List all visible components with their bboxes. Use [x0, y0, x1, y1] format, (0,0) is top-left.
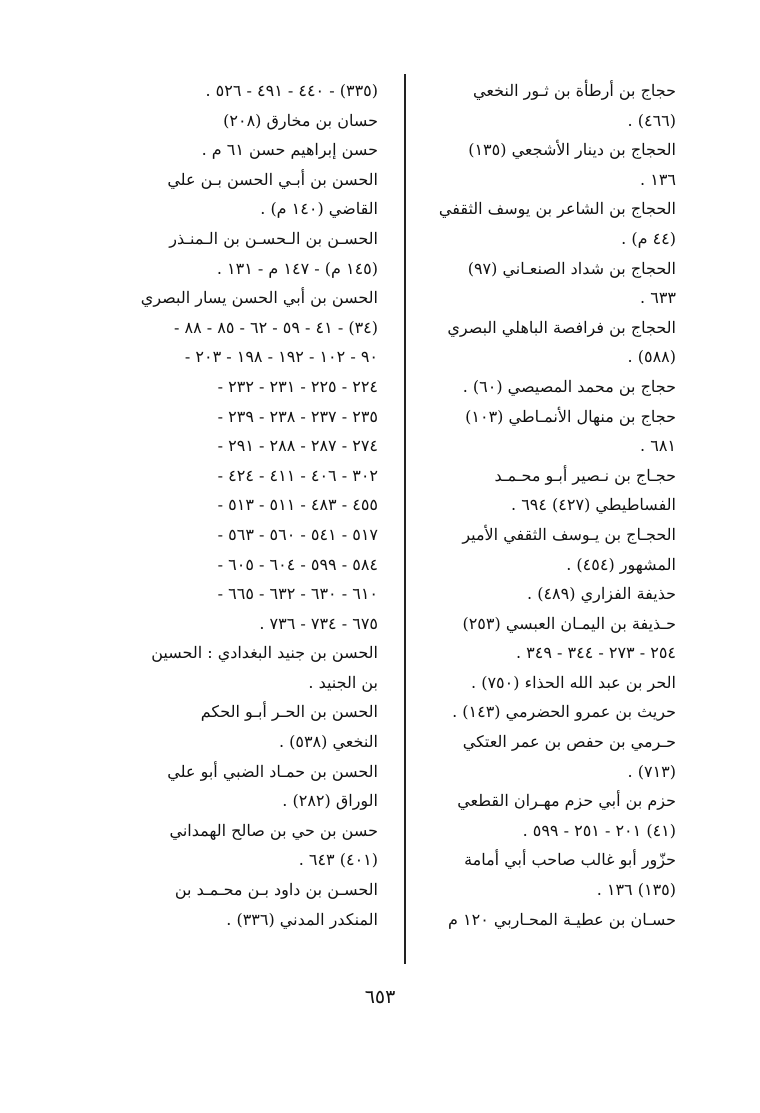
index-line: (١٤٥ م) - ١٤٧ م - ١٣١ .: [216, 258, 378, 278]
index-line: الحر بن عبد الله الحذاء (٧٥٠) .: [471, 672, 676, 692]
index-line: (٤٤ م) .: [621, 228, 676, 248]
page-number: ٦٥٣: [364, 986, 396, 1008]
index-line: ٦٧٥ - ٧٣٤ - ٧٣٦ .: [259, 613, 378, 633]
index-line: الحسن بن أبـي الحسن بـن علي: [167, 169, 378, 189]
index-line: (٤١) ٢٠١ - ٢٥١ - ٥٩٩ .: [522, 820, 676, 840]
index-line: الحسن بن جنيد البغدادي : الحسين: [151, 643, 378, 663]
index-line: الحجـاج بن يـوسف الثقفي الأمير: [462, 524, 676, 544]
index-line: (٥٨٨) .: [627, 347, 676, 367]
index-line: الحجاج بن دينار الأشجعي (١٣٥): [468, 140, 676, 160]
index-line: المنكدر المدني (٣٣٦) .: [226, 909, 378, 929]
index-line: الحسن بن الحـر أبـو الحكم: [200, 702, 378, 722]
index-line: ٥٨٤ - ٥٩٩ - ٦٠٤ - ٦٠٥ -: [217, 554, 378, 574]
index-line: ٢٣٥ - ٢٣٧ - ٢٣٨ - ٢٣٩ -: [217, 406, 378, 426]
right-column: [404, 76, 676, 934]
index-line: ٦٨١ .: [640, 436, 676, 456]
index-line: ٣٠٢ - ٤٠٦ - ٤١١ - ٤٢٤ -: [217, 465, 378, 485]
index-line: حسـان بن عطيـة المحـاربي ١٢٠ م: [448, 909, 676, 929]
index-line: حزّور أبو غالب صاحب أبي أمامة: [464, 850, 676, 870]
index-line: ١٣٦ .: [640, 169, 676, 189]
index-line: القاضي (١٤٠ م) .: [260, 199, 378, 219]
index-line: الحسـن بن داود بـن محـمـد بن: [174, 880, 378, 900]
index-line: حسن بن حي بن صالح الهمداني: [169, 820, 378, 840]
index-line: الحسن بن أبي الحسن يسار البصري: [140, 288, 378, 308]
index-line: الحسـن بن الـحسـن بن الـمنـذر: [169, 228, 378, 248]
index-line: (٤٠١) ٦٤٣ .: [298, 850, 378, 870]
index-line: الحسن بن حمـاد الضبي أبو علي: [167, 761, 378, 781]
index-line: حسن إبراهيم حسن ٦١ م .: [201, 140, 378, 160]
index-line: ٤٥٥ - ٤٨٣ - ٥١١ - ٥١٣ -: [217, 495, 378, 515]
index-line: بن الجنيد .: [308, 672, 378, 692]
index-line: المشهور (٤٥٤) .: [566, 554, 676, 574]
index-line: ٦٣٣ .: [640, 288, 676, 308]
index-line: حجاج بن محمد المصيصي (٦٠) .: [462, 376, 676, 396]
index-line: الفساطيطي (٤٢٧) ٦٩٤ .: [511, 495, 676, 515]
index-line: النخعي (٥٣٨) .: [278, 732, 378, 752]
index-line: ٩٠ - ١٠٢ - ١٩٢ - ١٩٨ - ٢٠٣ -: [184, 347, 378, 367]
index-line: حجاج بن أرطأة بن ثـور النخعي: [473, 81, 676, 100]
index-line: (٣٤) - ٤١ - ٥٩ - ٦٢ - ٨٥ - ٨٨ -: [173, 317, 378, 337]
index-line: الحجاج بن فرافصة الباهلي البصري: [447, 317, 676, 337]
index-line: الحجاج بن الشاعر بن يوسف الثقفي: [438, 199, 676, 219]
index-line: الوراق (٢٨٢) .: [282, 791, 378, 811]
index-line: حريث بن عمرو الحضرمي (١٤٣) .: [452, 702, 676, 722]
index-line: (١٣٥) ١٣٦ .: [596, 880, 676, 900]
index-line: حـذيفة بن اليمـان العبسي (٢٥٣): [462, 613, 676, 633]
index-line: ٦١٠ - ٦٣٠ - ٦٣٢ - ٦٦٥ -: [217, 584, 378, 604]
index-line: الحجاج بن شداد الصنعـاني (٩٧): [467, 258, 676, 278]
index-line: ٥١٧ - ٥٤١ - ٥٦٠ - ٥٦٣ -: [217, 524, 378, 544]
column-divider: [404, 74, 406, 964]
index-line: (٤٦٦) .: [627, 110, 676, 130]
index-line: (٣٣٥) - ٤٤٠ - ٤٩١ - ٥٢٦ .: [205, 81, 378, 100]
index-line: حجاج بن منهال الأنمـاطي (١٠٣): [465, 406, 676, 426]
index-line: ٢٥٤ - ٢٧٣ - ٣٤٤ - ٣٤٩ .: [515, 643, 676, 663]
index-line: حسان بن مخارق (٢٠٨): [223, 110, 378, 130]
left-column: [106, 76, 378, 934]
index-line: حذيفة الفزاري (٤٨٩) .: [527, 584, 676, 604]
index-line: ٢٧٤ - ٢٨٧ - ٢٨٨ - ٢٩١ -: [217, 436, 378, 456]
index-line: (٧١٣) .: [627, 761, 676, 781]
index-line: حجـاج بن نـصير أبـو محـمـد: [494, 465, 676, 485]
index-line: حزم بن أبي حزم مهـران القطعي: [457, 791, 676, 811]
index-line: ٢٢٤ - ٢٢٥ - ٢٣١ - ٢٣٢ -: [217, 376, 378, 396]
index-line: حـرمي بن حفص بن عمر العتكي: [462, 732, 676, 752]
